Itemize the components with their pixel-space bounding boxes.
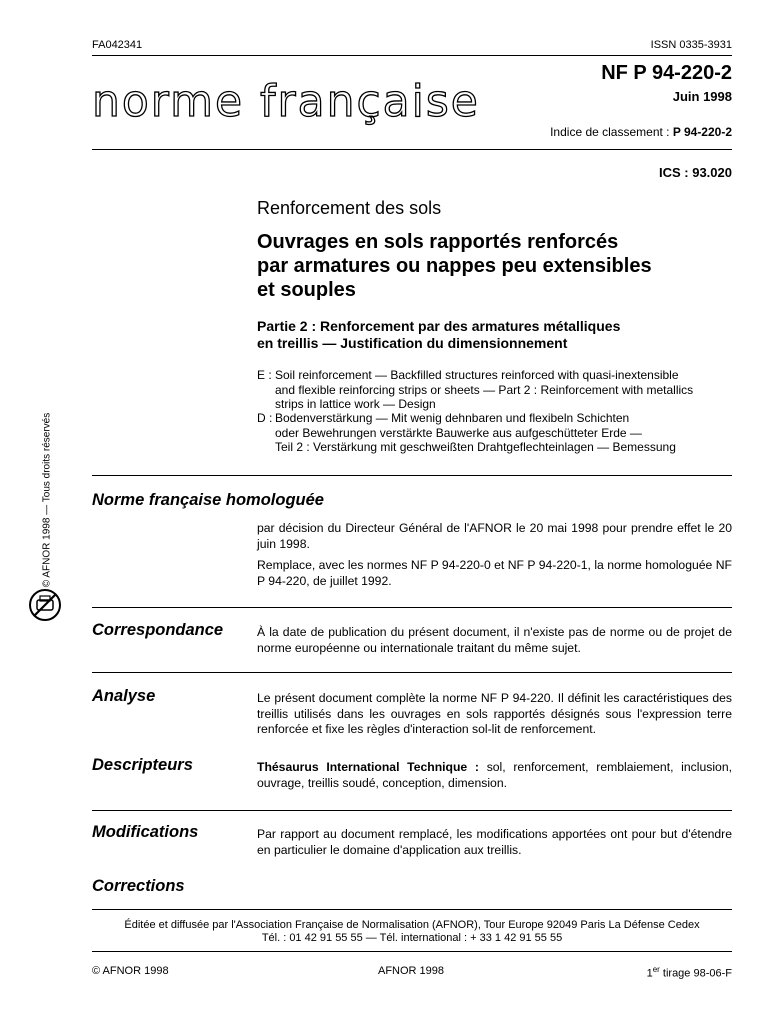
title-line: et souples [257, 279, 356, 301]
paragraph: Remplace, avec les normes NF P 94-220-0 et NF P 94-220-1, la norme homologuée NF P 94-220, de juillet 1992. [257, 558, 732, 588]
section-body-correspondance [257, 625, 732, 662]
reference-code: FA042341 [92, 39, 143, 51]
section-heading-modifications: Modifications [92, 823, 199, 841]
section-heading-corrections: Corrections [92, 877, 185, 895]
german-title [257, 411, 732, 455]
translation-line: Soil reinforcement — Backfilled structures reinforced with quasi-inextensible [275, 368, 679, 382]
section-heading-analyse: Analyse [92, 687, 156, 705]
publisher-info [92, 919, 732, 945]
translation-line: oder Bewehrungen verstärkte Bauwerke aus aufgeschütteter Erde — [275, 425, 642, 440]
translation-line: strips in lattice work — Design [275, 397, 436, 411]
no-photocopy-icon [28, 588, 62, 622]
paragraph [257, 760, 732, 791]
classement-value: P 94-220-2 [672, 125, 732, 139]
norme-francaise-logo: norme française [92, 76, 480, 127]
footer-center: AFNOR 1998 [378, 965, 445, 977]
print-run-superscript: er [652, 965, 660, 974]
translation-line: and flexible reinforcing strips or sheets — Part 2 : Reinforcement with metallics [275, 382, 694, 397]
divider [92, 810, 732, 811]
language-code: E : [257, 368, 272, 382]
standard-number: NF P 94-220-2 [601, 62, 732, 84]
language-code: D : [257, 411, 273, 425]
title-line: Ouvrages en sols rapportés renforcés [257, 231, 619, 253]
title-line: par armatures ou nappes peu extensibles [257, 255, 652, 277]
english-title [257, 368, 732, 412]
publisher-phone: Tél. : 01 42 91 55 55 — Tél. international : + 33 1 42 91 55 55 [261, 932, 563, 944]
classement-label: Indice de classement : [550, 125, 670, 139]
part-title-line: Partie 2 : Renforcement par des armatures métalliques [257, 318, 621, 334]
standard-date: Juin 1998 [672, 89, 732, 104]
document-title [257, 230, 727, 302]
divider [92, 607, 732, 608]
section-body-modifications [257, 827, 732, 864]
divider [92, 55, 732, 56]
divider [92, 149, 732, 150]
translation-line: Teil 2 : Verstärkung mit geschweißten Drahtgeflechteinlagen — Bemessung [275, 440, 676, 454]
footer-copyright: © AFNOR 1998 [92, 965, 169, 977]
divider [92, 475, 732, 476]
section-heading-correspondance: Correspondance [92, 621, 224, 639]
issn: ISSN 0335-3931 [650, 39, 732, 51]
divider [92, 951, 732, 952]
classement-index [550, 125, 732, 139]
vertical-copyright-text: © AFNOR 1998 — Tous droits réservés [41, 412, 53, 588]
paragraph: À la date de publication du présent document, il n'existe pas de norme ou de projet de norme européenne ou internationale traitant du même sujet. [257, 625, 732, 655]
print-run-code: tirage 98-06-F [659, 967, 732, 980]
print-run-number: 1 [646, 967, 653, 980]
divider [92, 672, 732, 673]
thesaurus-label: Thésaurus International Technique : [257, 760, 479, 774]
part-title [257, 318, 727, 352]
paragraph: Le présent document complète la norme NF P 94-220. Il définit les caractéristiques des treillis utilisés dans les ouvrages en sols rapportés désignés sous l'expression terre renforcée et fixe les règles d'interaction sol-lit de renforcement. [257, 691, 732, 736]
section-body-analyse [257, 691, 732, 744]
ics-code: ICS : 93.020 [659, 165, 732, 180]
paragraph: par décision du Directeur Général de l'AFNOR le 20 mai 1998 pour prendre effet le 20 juin 1998. [257, 521, 732, 551]
document-subtitle: Renforcement des sols [257, 198, 442, 218]
publisher-address: Éditée et diffusée par l'Association Française de Normalisation (AFNOR), Tour Europe 92049 Paris La Défense Cedex [124, 919, 700, 931]
section-body-descripteurs [257, 760, 732, 797]
section-body-homologuee [257, 521, 732, 595]
section-heading-homologuee: Norme française homologuée [92, 491, 324, 509]
part-title-line: en treillis — Justification du dimensionnement [257, 335, 568, 351]
print-run [647, 965, 732, 980]
section-heading-descripteurs: Descripteurs [92, 756, 193, 774]
translation-line: Bodenverstärkung — Mit wenig dehnbaren und flexibeln Schichten [275, 411, 630, 425]
descriptor-keywords: sol, renforcement, remblaiement, inclusion, ouvrage, treillis soudé, conception, dimension. [257, 760, 732, 790]
divider [92, 909, 732, 910]
paragraph: Par rapport au document remplacé, les modifications apportées ont pour but d'étendre en particulier le domaine d'application aux treillis. [257, 827, 732, 857]
